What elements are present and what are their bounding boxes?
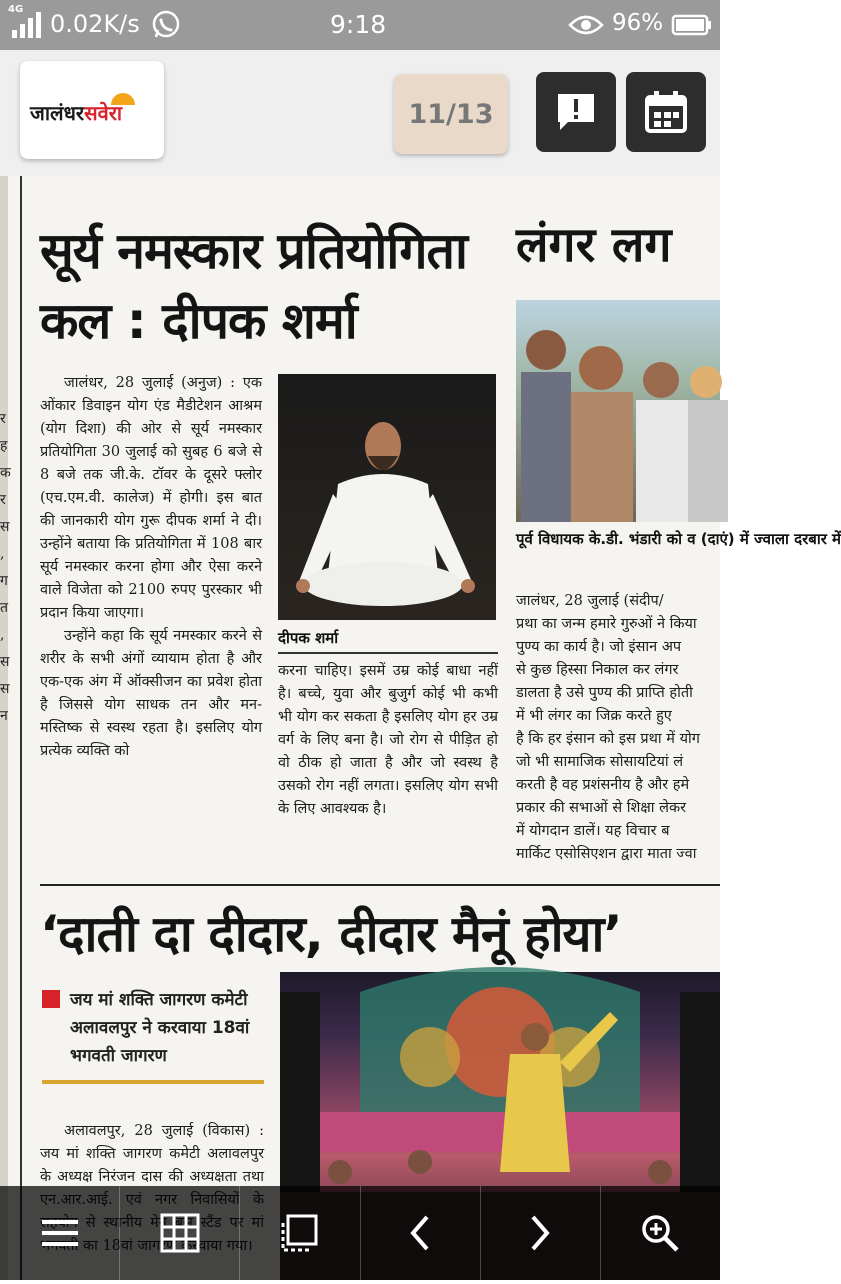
eye-icon: [568, 14, 604, 36]
calendar-icon: [642, 88, 690, 136]
article2-body: [516, 590, 720, 866]
report-button[interactable]: [536, 72, 616, 152]
article1-paragraph1: जालंधर, 28 जुलाई (अनुज) : एक ओंकार डिवाइन योग एंड मैडीटेशन आश्रम (योग दिशा) की ओर से सूर्य नमस्कार प्रतियोगिता 30 जुलाई को सुबह 6 बजे से 8 बजे तक जी.के. टॉवर के दूसरे फ्लोर (एच.एम.वी. कालेज) में होगी। इस बात की जानकारी योग गुरू दीपक शर्मा ने दी। उन्होंने बताया कि प्रतियोगिता में 108 बार सूर्य नमस्कार करना होगा और ऐसा करने वाले विजेता को 2100 रुपए पुरस्कार भी प्रदान किया जाएगा।: [40, 375, 262, 621]
logo-text: जालंधरसवेरा: [30, 101, 123, 125]
article2-line: प्रथा का जन्म हमारे गुरुओं ने किया: [516, 616, 697, 632]
newspaper-page[interactable]: [0, 176, 841, 1280]
article2-photo-caption: पूर्व विधायक के.डी. भंडारी को व (दाएं) में ज्वाला दरबार में: [516, 530, 841, 548]
signal-icon: [10, 8, 46, 40]
article2-line: है कि हर इंसान को इस प्रथा में योग: [516, 731, 700, 747]
play-bullet-icon: [42, 990, 60, 1008]
group-people-image: [516, 300, 720, 522]
article1-body-col2: [278, 660, 498, 821]
zoom-in-icon: [640, 1213, 680, 1253]
newspaper-logo[interactable]: [20, 61, 164, 159]
whatsapp-icon: [150, 9, 182, 41]
page-indicator[interactable]: 11/13: [394, 74, 508, 154]
left-column-fragment: र ह क र स , ग त , स स न: [0, 411, 11, 724]
article2-line: पुण्य का कार्य है। जो इंसान अप: [516, 639, 682, 655]
report-icon: [552, 88, 600, 136]
network-speed: 0.02K/s: [50, 10, 140, 38]
next-icon: [525, 1213, 555, 1253]
article2-line: करती है वह प्रशंसनीय है और हमे: [516, 777, 690, 793]
article2-line: से कुछ हिस्सा निकाल कर लंगर: [516, 662, 679, 678]
battery-icon: [672, 14, 712, 36]
article1-paragraph3: करना चाहिए। इसमें उम्र कोई बाधा नहीं है। बच्चे, युवा और बुजुर्ग कोई भी कभी भी योग कर सकता है इसलिए योग हर उम्र वर्ग के लिए बना है। जो रोग से पीड़ित हो वो ठीक हो जाता है और जो स्वस्थ है उसको रोग नहीं लगता। इसलिए योग सभी के लिए आवश्यक है।: [278, 663, 498, 817]
previous-page-button[interactable]: [361, 1186, 481, 1280]
article2-line: में भी लंगर का जिक्र करते हुए: [516, 708, 672, 724]
article2-line: डालता है उसे पुण्य की प्राप्ति होती: [516, 685, 693, 701]
column-rule: [20, 176, 22, 1280]
next-page-button[interactable]: [481, 1186, 601, 1280]
article1-headline-line2: कल : दीपक शर्मा: [40, 292, 357, 350]
article2-line: में योगदान डालें। यह विचार ब: [516, 823, 670, 839]
clock: 9:18: [330, 10, 387, 39]
article3-headline: ‘दाती दा दीदार, दीदार मैनूं होया’: [40, 905, 622, 963]
calendar-button[interactable]: [626, 72, 706, 152]
grid-view-button[interactable]: [120, 1186, 240, 1280]
menu-icon: [40, 1217, 80, 1249]
article3-subhead: जय मां शक्ति जागरण कमेटी अलावलपुर ने करवाया 18वां भगवती जागरण: [42, 986, 264, 1084]
article2-line: जो भी सामाजिक सोसायटियां लं: [516, 754, 684, 770]
article1-body-col1: [40, 372, 262, 763]
grid-icon: [160, 1213, 200, 1253]
section-divider: [40, 884, 720, 886]
article2-line: मार्किट एसोसिएशन द्वारा माता ज्वा: [516, 846, 697, 862]
langar-photo: [516, 300, 720, 522]
app-header: [0, 50, 720, 176]
article1-headline-line1: सूर्य नमस्कार प्रतियोगिता: [40, 222, 467, 280]
article2-line: जालंधर, 28 जुलाई (संदीप/: [516, 593, 664, 609]
select-area-icon: [280, 1213, 320, 1253]
bottom-toolbar: [0, 1186, 720, 1280]
meditating-man-image: [278, 374, 496, 620]
article3-body: अलावलपुर, 28 जुलाई (विकास) : जय मां शक्ति जागरण कमेटी अलावलपुर के अध्यक्ष निरंजन दास की अध्यक्षता तथा: [40, 1123, 264, 1185]
article1-photo-caption: दीपक शर्मा: [278, 628, 498, 654]
battery-percent: 96%: [612, 10, 664, 36]
network-type: 4G: [8, 4, 24, 15]
yoga-guru-photo: [278, 374, 496, 620]
article2-headline: लंगर लग: [516, 217, 672, 273]
menu-button[interactable]: [0, 1186, 120, 1280]
status-bar: [0, 0, 720, 50]
zoom-in-button[interactable]: [601, 1186, 720, 1280]
article2-line: प्रकार की सभाओं से शिक्षा लेकर: [516, 800, 687, 816]
select-area-button[interactable]: [240, 1186, 360, 1280]
prev-icon: [405, 1213, 435, 1253]
article1-paragraph2: उन्होंने कहा कि सूर्य नमस्कार करने से शरीर के सभी अंगों व्यायाम होता है और एक-एक अंग में ऑक्सीजन का प्रवेश होता है जिससे योग साधक तन और मन-मस्तिष्क से स्वस्थ रहता है। इसलिए योग प्रत्येक व्यक्ति को: [40, 628, 262, 759]
